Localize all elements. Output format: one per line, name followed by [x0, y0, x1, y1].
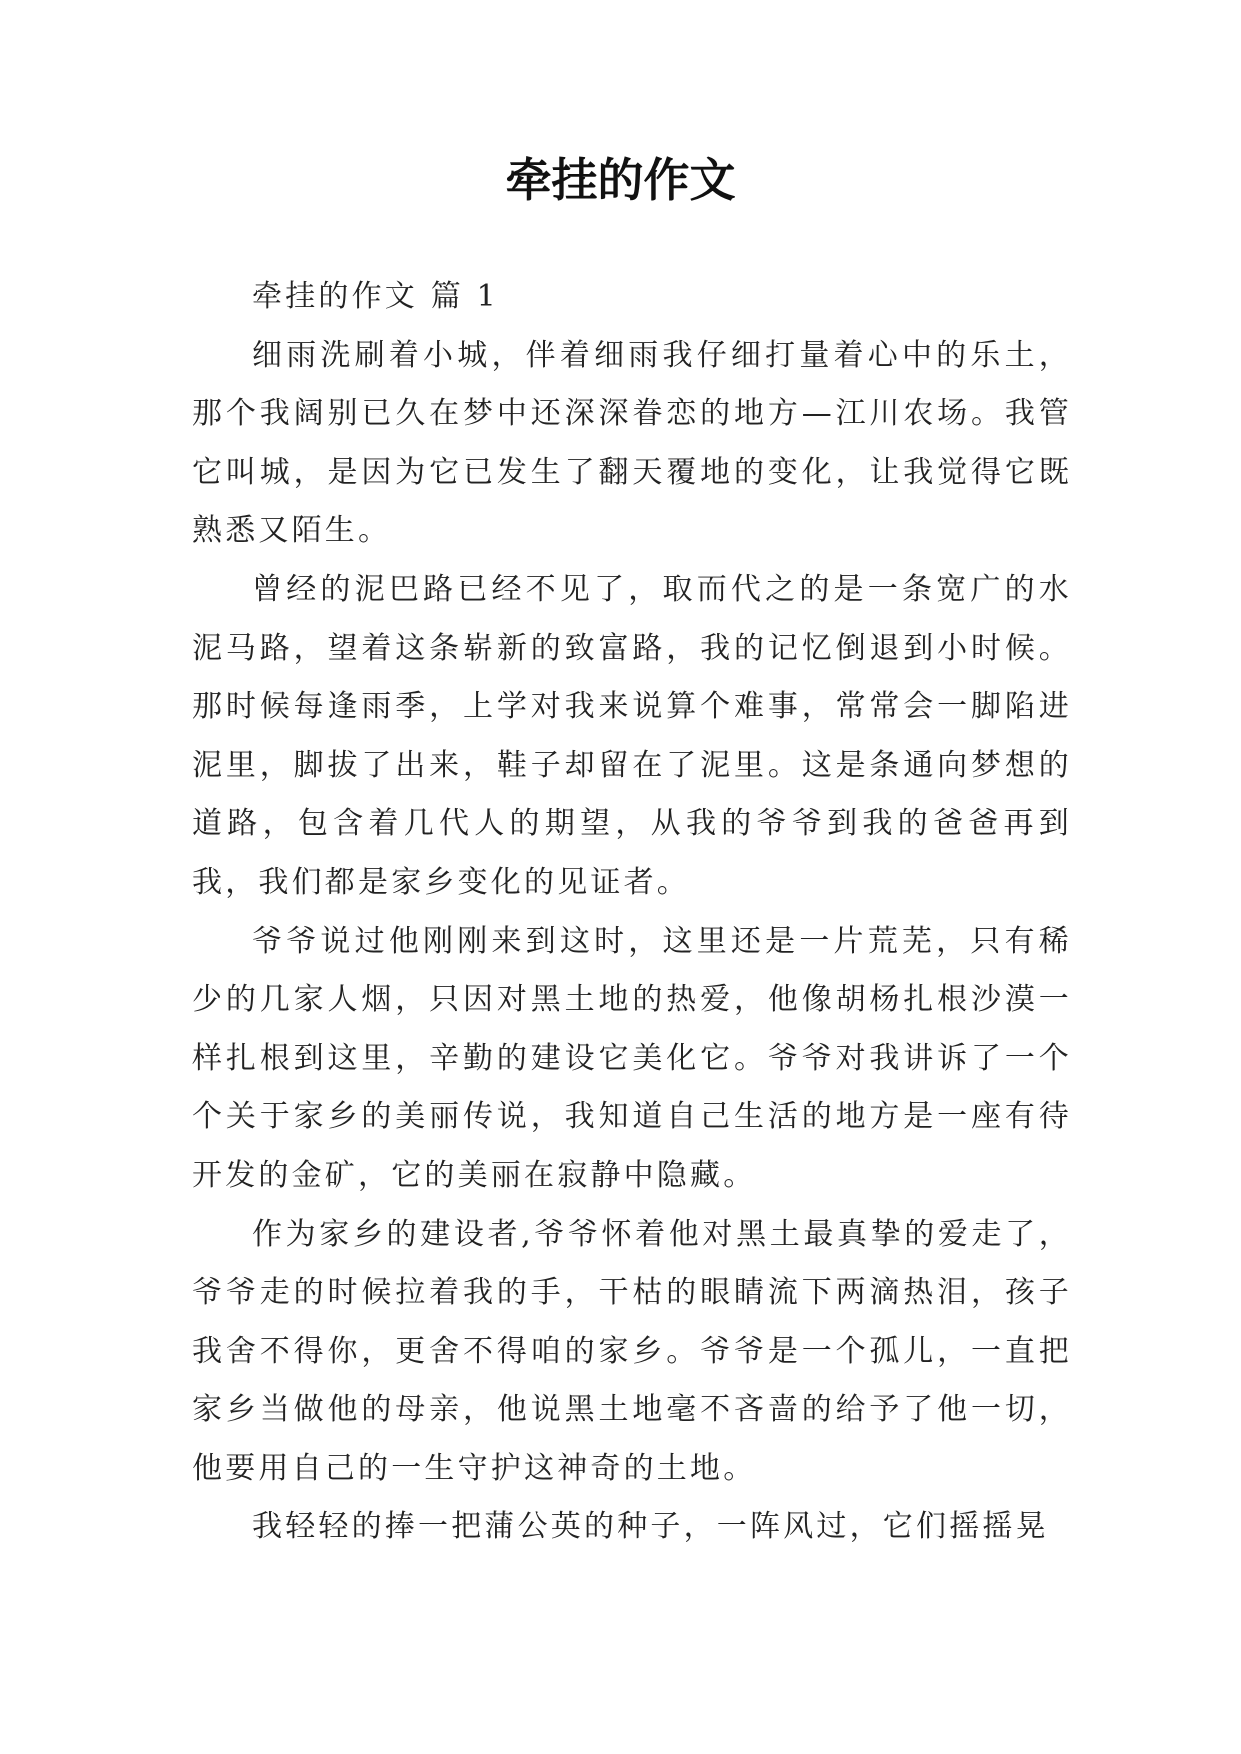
paragraph-5: 我轻轻的捧一把蒲公英的种子，一阵风过，它们摇摇晃 [252, 1509, 1049, 1545]
paragraph-3: 爷爷说过他刚刚来到这时，这里还是一片荒芜，只有稀少的几家人烟，只因对黑土地的热爱，他像胡杨扎根沙漠一样扎根到这里，辛勤的建设它美化它。爷爷对我讲诉了一个个关于家乡的美丽传说，我知道自己生活的地方是一座有待开发的金矿，它的美丽在寂静中隐藏。 [192, 923, 1072, 1193]
paragraph-4: 作为家乡的建设者,爷爷怀着他对黑土最真挚的爱走了，爷爷走的时候拉着我的手，干枯的眼睛流下两滴热泪，孩子我舍不得你，更舍不得咱的家乡。爷爷是一个孤儿，一直把家乡当做他的母亲，他说黑土地毫不吝啬的给予了他一切，他要用自己的一生守护这神奇的土地。 [192, 1216, 1072, 1486]
paragraph-1: 细雨洗刷着小城，伴着细雨我仔细打量着心中的乐土，那个我阔别已久在梦中还深深眷恋的地方—江川农场。我管它叫城，是因为它已发生了翻天覆地的变化，让我觉得它既熟悉又陌生。 [192, 337, 1072, 549]
section-heading: 牵挂的作文 篇 1 [252, 279, 499, 314]
paragraph-2: 曾经的泥巴路已经不见了，取而代之的是一条宽广的水泥马路，望着这条崭新的致富路，我的记忆倒退到小时候。那时候每逢雨季，上学对我来说算个难事，常常会一脚陷进泥里，脚拔了出来，鞋子却留在了泥里。这是条通向梦想的道路，包含着几代人的期望，从我的爷爷到我的爸爸再到我，我们都是家乡变化的见证者。 [192, 571, 1072, 900]
document-body [192, 268, 1072, 1557]
document-title: 牵挂的作文 [505, 153, 736, 207]
